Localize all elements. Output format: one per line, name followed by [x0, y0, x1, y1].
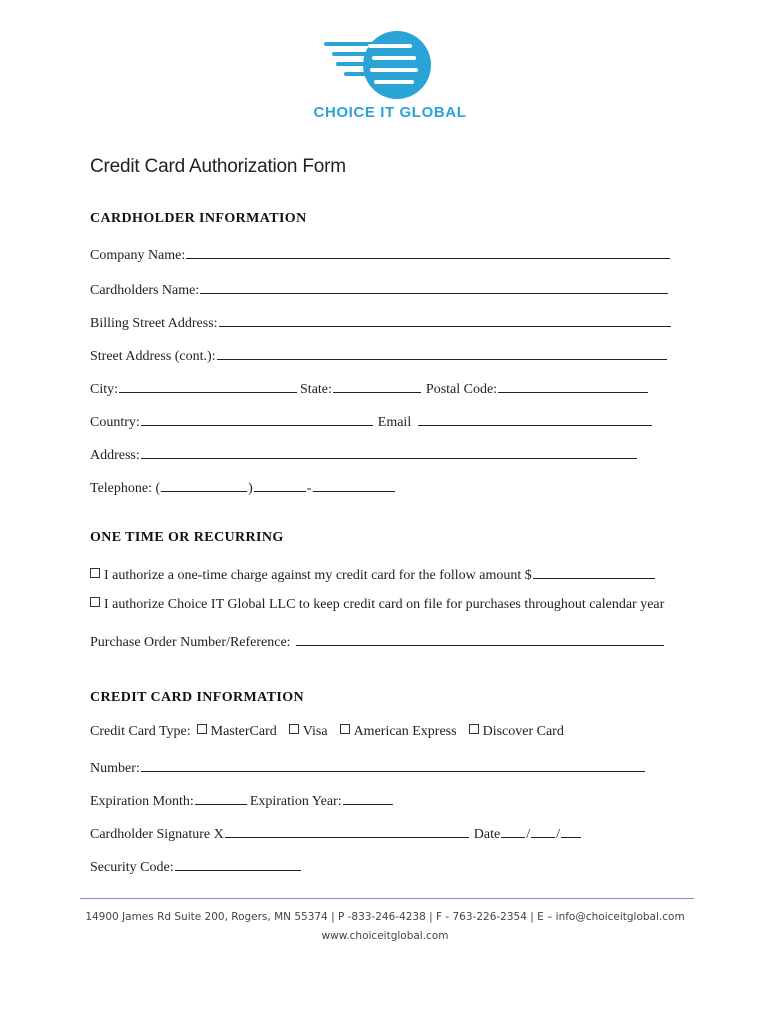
signature-row: [90, 823, 582, 841]
keep-on-file-checkbox[interactable]: [90, 597, 100, 607]
company-name-row: [90, 244, 671, 262]
exp-month-label: Expiration Month:: [90, 794, 194, 809]
card-number-label: Number:: [90, 761, 140, 776]
keep-on-file-row: [90, 597, 664, 615]
card-heading: CREDIT CARD INFORMATION: [90, 690, 305, 705]
postal-code-field[interactable]: [498, 378, 648, 393]
american-express-checkbox[interactable]: [340, 724, 350, 734]
telephone-label: Telephone: (: [90, 481, 161, 496]
footer-website[interactable]: www.choiceitglobal.com: [321, 930, 449, 942]
company-name-label: Company Name:: [90, 248, 186, 263]
city-state-row: [90, 378, 649, 396]
cardholders-name-row: [90, 279, 669, 297]
date-sep-1: /: [526, 827, 531, 842]
billing-street-field[interactable]: [219, 312, 671, 327]
exp-month-field[interactable]: [195, 790, 247, 805]
state-field[interactable]: [333, 378, 421, 393]
country-email-row: [90, 411, 653, 429]
billing-street-label: Billing Street Address:: [90, 316, 218, 331]
security-code-field[interactable]: [175, 856, 301, 871]
company-logo: [322, 30, 434, 100]
telephone-line-field[interactable]: [313, 477, 395, 492]
security-code-row: [90, 856, 302, 874]
telephone-dash: -: [306, 481, 312, 496]
date-sep-2: /: [556, 827, 560, 842]
form-title: Credit Card Authorization Form: [90, 156, 346, 177]
email-label: Email: [377, 415, 412, 430]
telephone-prefix-field[interactable]: [254, 477, 306, 492]
recurring-heading: ONE TIME OR RECURRING: [90, 530, 284, 545]
date-month-field[interactable]: [501, 823, 525, 838]
security-code-label: Security Code:: [90, 860, 174, 875]
card-type-label: Credit Card Type:: [90, 724, 191, 739]
address-label: Address:: [90, 448, 140, 463]
city-field[interactable]: [119, 378, 297, 393]
keep-on-file-label: I authorize Choice IT Global LLC to keep credit card on file for purchases throughout calendar year: [104, 597, 665, 612]
one-time-amount-field[interactable]: [533, 564, 655, 579]
card-number-field[interactable]: [141, 757, 645, 772]
brand-name: CHOICE IT GLOBAL: [313, 104, 467, 121]
po-number-field[interactable]: [296, 631, 664, 646]
address-row: [90, 444, 638, 462]
visa-label: Visa: [302, 724, 328, 739]
cardholder-heading: CARDHOLDER INFORMATION: [90, 211, 307, 226]
date-day-field[interactable]: [531, 823, 555, 838]
visa-checkbox[interactable]: [289, 724, 299, 734]
company-name-field[interactable]: [186, 244, 670, 259]
telephone-paren-close: ): [248, 481, 253, 496]
email-field[interactable]: [418, 411, 652, 426]
one-time-row: [90, 564, 656, 582]
cardholders-name-label: Cardholders Name:: [90, 283, 200, 298]
date-label: Date: [473, 827, 501, 842]
signature-label: Cardholder Signature X: [90, 827, 224, 842]
po-number-row: [90, 631, 665, 649]
street-cont-row: [90, 345, 668, 363]
discover-card-label: Discover Card: [482, 724, 564, 739]
american-express-label: American Express: [353, 724, 457, 739]
telephone-row: [90, 477, 396, 495]
one-time-label: I authorize a one-time charge against my credit card for the follow amount $: [104, 568, 532, 583]
exp-year-label: Expiration Year:: [249, 794, 342, 809]
discover-card-checkbox[interactable]: [469, 724, 479, 734]
mastercard-label: MasterCard: [210, 724, 277, 739]
billing-street-row: [90, 312, 672, 330]
signature-field[interactable]: [225, 823, 469, 838]
date-year-field[interactable]: [561, 823, 581, 838]
telephone-area-code-field[interactable]: [161, 477, 247, 492]
card-type-row: [90, 724, 564, 742]
cardholders-name-field[interactable]: [200, 279, 668, 294]
address-field[interactable]: [141, 444, 637, 459]
expiration-row: [90, 790, 394, 808]
exp-year-field[interactable]: [343, 790, 393, 805]
street-cont-field[interactable]: [217, 345, 667, 360]
mastercard-checkbox[interactable]: [197, 724, 207, 734]
po-number-label: Purchase Order Number/Reference:: [90, 635, 291, 650]
country-label: Country:: [90, 415, 140, 430]
footer-divider: [80, 898, 694, 899]
footer-contact: 14900 James Rd Suite 200, Rogers, MN 55374 | P -833-246-4238 | F - 763-226-2354 | E – info@choiceitglobal.com: [85, 911, 685, 923]
postal-code-label: Postal Code:: [425, 382, 498, 397]
city-label: City:: [90, 382, 119, 397]
street-cont-label: Street Address (cont.):: [90, 349, 216, 364]
one-time-checkbox[interactable]: [90, 568, 100, 578]
country-field[interactable]: [141, 411, 373, 426]
card-number-row: [90, 757, 646, 775]
state-label: State:: [300, 382, 332, 397]
